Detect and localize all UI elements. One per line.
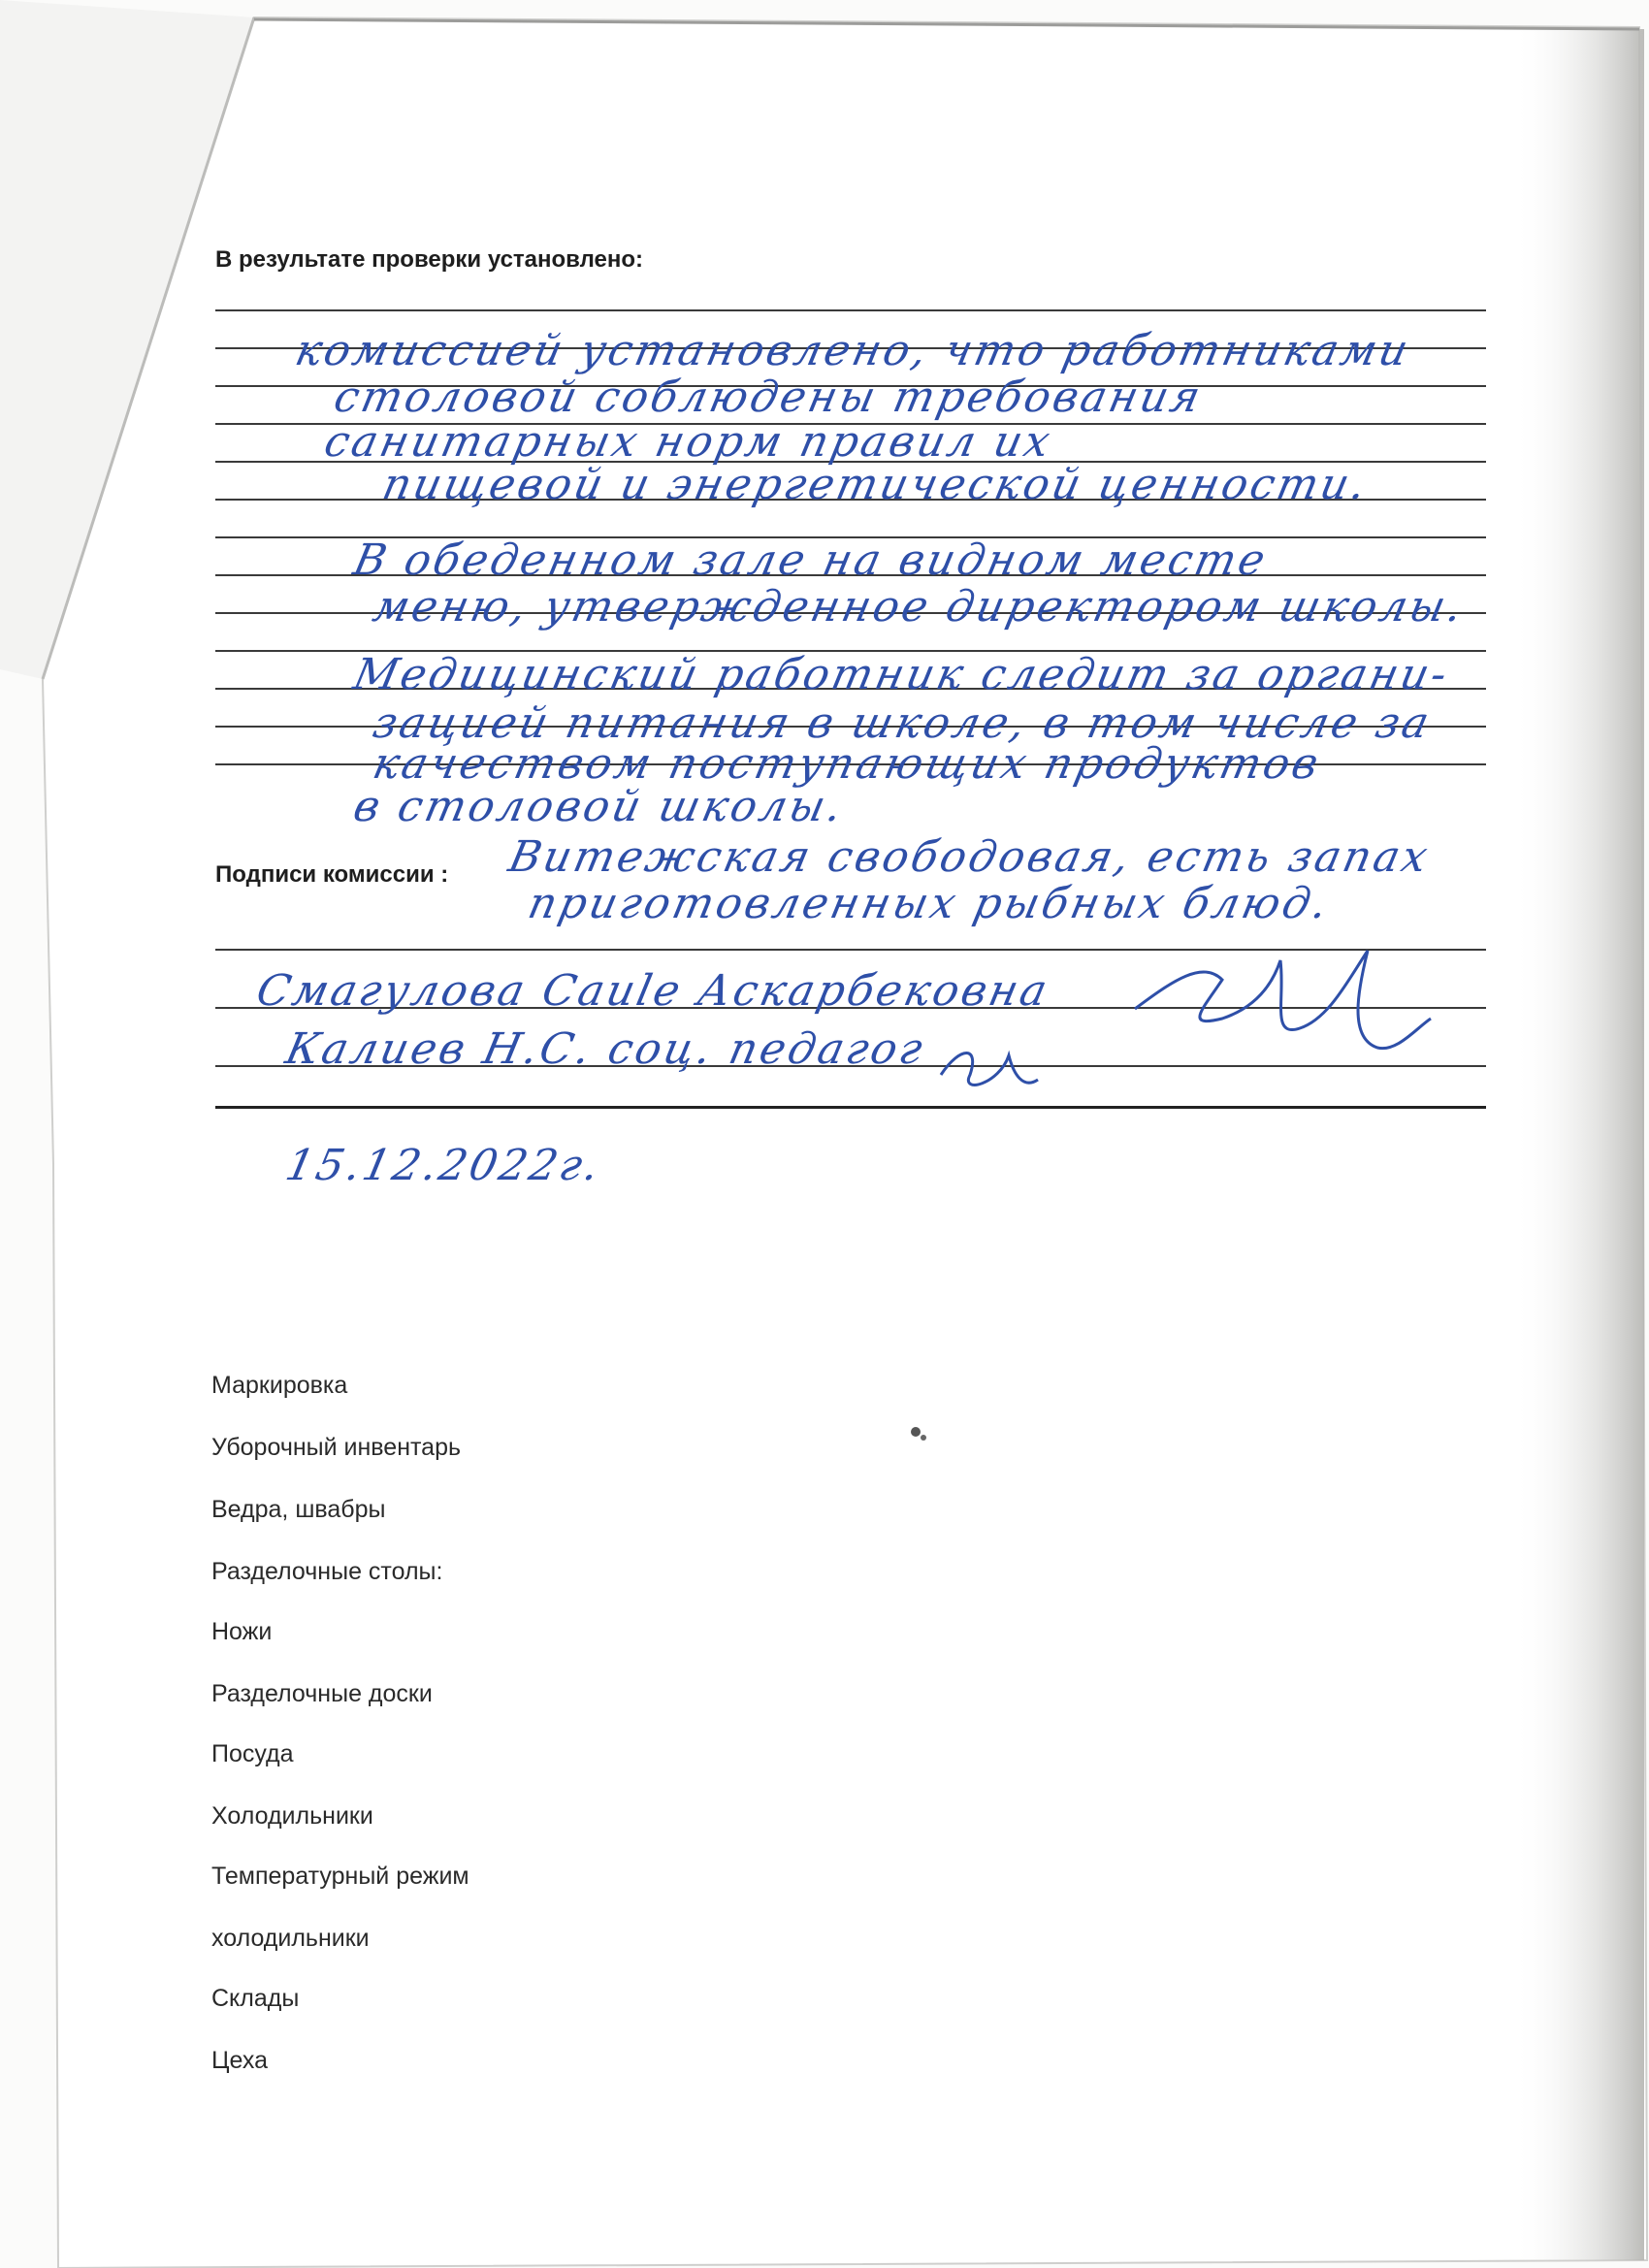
checklist-item: Посуда	[211, 1740, 294, 1767]
handwritten-finding-line: Медицинский работник следит за органи-	[349, 650, 1454, 699]
checklist-item: Разделочные доски	[211, 1680, 433, 1707]
checklist-item: Уборочный инвентарь	[211, 1434, 462, 1461]
signature-mark	[931, 1036, 1048, 1104]
handwritten-finding-line: качеством поступающих продуктов	[369, 739, 1326, 789]
checklist-item: Разделочные столы:	[211, 1558, 443, 1585]
checklist-item: Склады	[211, 1985, 300, 2012]
scan-speck	[902, 1416, 941, 1455]
findings-heading: В результате проверки установлено:	[215, 246, 644, 273]
checklist-item: Ножи	[211, 1618, 273, 1645]
handwritten-signature-line: Смагулова Саule Аскарбековна	[252, 966, 1054, 1016]
handwritten-finding-line: в столовой школы.	[349, 782, 850, 831]
signatures-label: Подписи комиссии :	[215, 861, 449, 888]
handwritten-finding-line: санитарных норм правил их	[320, 417, 1057, 467]
handwritten-signature-line: Витежская свободовая, есть запах	[504, 832, 1435, 882]
handwritten-finding-line: столовой соблюдены требования	[330, 373, 1208, 422]
checklist-item: Холодильники	[211, 1802, 373, 1830]
handwritten-finding-line: зацией питания в школе, в том числе за	[369, 698, 1437, 748]
checklist-item: Маркировка	[211, 1372, 348, 1399]
signature-mark	[1116, 922, 1436, 1086]
handwritten-signature-line: приготовленных рыбных блюд.	[524, 879, 1335, 928]
handwritten-date: 15.12.2022г.	[281, 1141, 606, 1190]
checklist-item: Ведра, швабры	[211, 1496, 386, 1523]
handwritten-finding-line: меню, утвержденное директором школы.	[369, 582, 1470, 632]
handwritten-finding-line: комиссией установлено, что работниками	[291, 326, 1415, 375]
ruled-line	[215, 309, 1486, 311]
handwritten-finding-line: В обеденном зале на видном месте	[349, 535, 1273, 585]
checklist-item: Температурный режим	[211, 1863, 469, 1890]
handwritten-finding-line: пищевой и энергетической ценности.	[378, 460, 1374, 509]
checklist-item: Цеха	[211, 2047, 268, 2074]
checklist-item: холодильники	[211, 1925, 370, 1952]
handwritten-signature-line: Калиев Н.С. соц. педагог	[281, 1024, 930, 1074]
ruled-line	[215, 1106, 1486, 1109]
